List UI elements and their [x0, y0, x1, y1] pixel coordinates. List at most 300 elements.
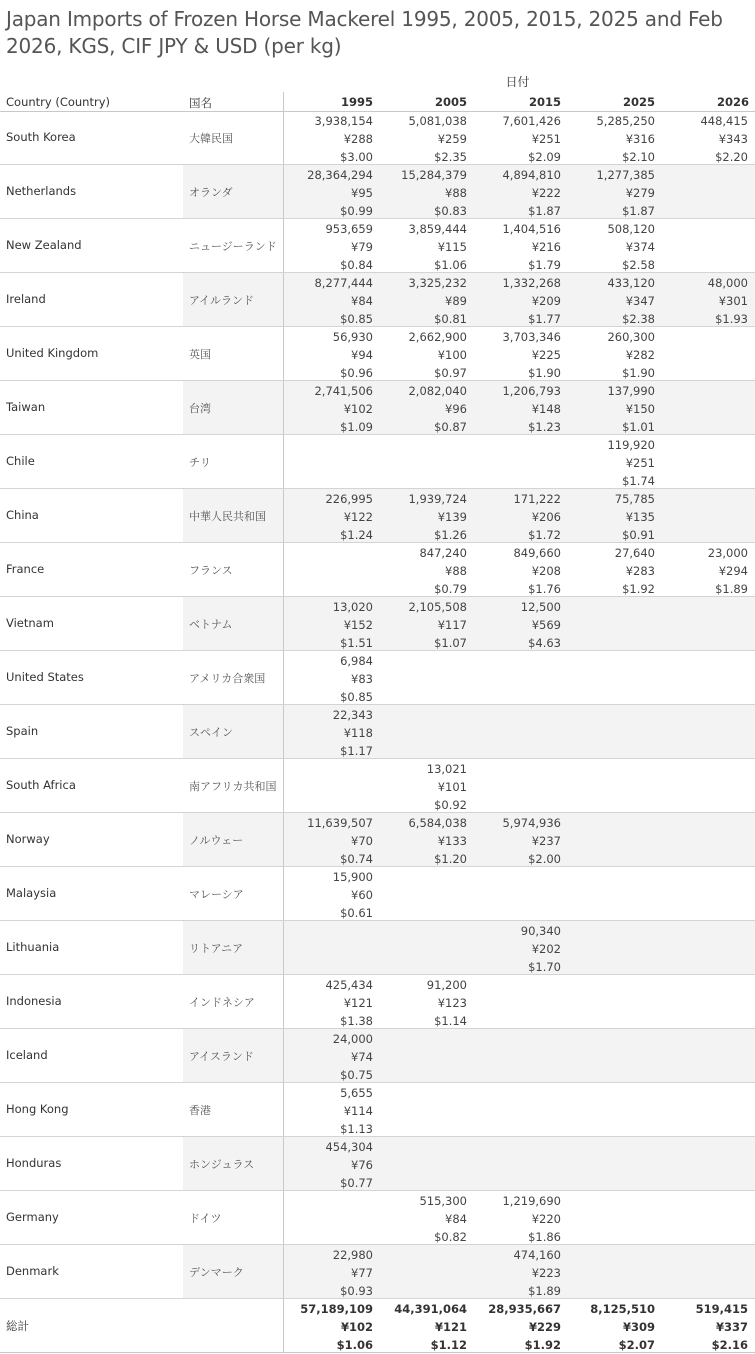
jpy-per-kg	[378, 454, 467, 472]
table-row	[0, 759, 755, 813]
japanese-name: オランダ	[189, 186, 233, 199]
kgs-value: 847,240	[419, 546, 467, 560]
kgs-value	[660, 976, 748, 994]
japanese-name: 英国	[189, 348, 211, 361]
jpy-per-kg: ¥374	[625, 240, 655, 254]
value-cell-2015	[472, 328, 561, 382]
kgs-value	[378, 1246, 467, 1264]
value-cell-2005	[378, 1084, 467, 1138]
usd-per-kg: $1.90	[622, 366, 655, 380]
kgs-value: 13,021	[426, 762, 467, 776]
value-cell-2005	[378, 760, 467, 814]
value-cell-1995	[284, 1138, 373, 1192]
usd-per-kg: $0.82	[434, 1230, 467, 1244]
jpy-per-kg	[660, 670, 748, 688]
japanese-name: チリ	[189, 456, 211, 469]
value-cell-2015	[472, 382, 561, 436]
jpy-per-kg	[660, 184, 748, 202]
kgs-value: 5,081,038	[408, 114, 467, 128]
value-cell-2015	[472, 1138, 561, 1192]
kgs-value: 15,900	[332, 870, 373, 884]
header-year-2015: 2015	[528, 95, 561, 109]
country-name: China	[6, 508, 39, 522]
value-cell-2025	[566, 1300, 655, 1354]
value-cell-2015	[472, 976, 561, 1030]
jpy-per-kg	[378, 1264, 467, 1282]
kgs-value	[566, 922, 655, 940]
usd-per-kg	[472, 688, 561, 706]
kgs-value: 1,939,724	[408, 492, 467, 506]
jpy-per-kg	[566, 724, 655, 742]
kgs-value: 2,082,040	[408, 384, 467, 398]
usd-per-kg: $1.07	[434, 636, 467, 650]
jpy-per-kg	[660, 1102, 748, 1120]
usd-per-kg	[566, 1012, 655, 1030]
jpy-per-kg: ¥337	[715, 1320, 748, 1334]
usd-per-kg: $1.77	[528, 312, 561, 326]
value-cell-2026	[660, 1192, 748, 1246]
table-row	[0, 273, 755, 327]
kgs-value: 508,120	[607, 222, 655, 236]
country-name: Ireland	[6, 292, 46, 306]
japanese-name: ニュージーランド	[189, 240, 277, 253]
row-values	[283, 381, 755, 434]
kgs-value: 28,364,294	[307, 168, 373, 182]
usd-per-kg: $1.72	[528, 528, 561, 542]
japanese-name: アイルランド	[189, 294, 255, 307]
jpy-per-kg: ¥79	[351, 240, 373, 254]
usd-per-kg	[378, 958, 467, 976]
jpy-per-kg	[472, 1102, 561, 1120]
usd-per-kg: $0.79	[434, 582, 467, 596]
table-row	[0, 597, 755, 651]
kgs-value: 1,277,385	[596, 168, 655, 182]
kgs-value	[660, 1030, 748, 1048]
usd-per-kg	[284, 1228, 373, 1246]
jpy-per-kg: ¥202	[531, 942, 561, 956]
usd-per-kg	[660, 256, 748, 274]
kgs-value: 1,206,793	[502, 384, 561, 398]
kgs-value	[472, 868, 561, 886]
kgs-value: 56,930	[332, 330, 373, 344]
value-cell-2026	[660, 1030, 748, 1084]
value-cell-2005	[378, 1300, 467, 1354]
jpy-per-kg: ¥133	[437, 834, 467, 848]
value-cell-2026	[660, 112, 748, 166]
kgs-value	[660, 652, 748, 670]
value-cell-1995	[284, 1246, 373, 1300]
row-values	[283, 1245, 755, 1298]
kgs-value	[472, 1084, 561, 1102]
usd-per-kg: $1.26	[434, 528, 467, 542]
jpy-per-kg	[378, 724, 467, 742]
kgs-value	[378, 1084, 467, 1102]
usd-per-kg: $1.06	[434, 258, 467, 272]
usd-per-kg: $2.10	[622, 150, 655, 164]
jpy-per-kg: ¥152	[343, 618, 373, 632]
kgs-value	[660, 490, 748, 508]
usd-per-kg: $1.20	[434, 852, 467, 866]
usd-per-kg: $1.87	[622, 204, 655, 218]
value-cell-2025	[566, 436, 655, 490]
usd-per-kg	[660, 364, 748, 382]
jpy-per-kg: ¥237	[531, 834, 561, 848]
japanese-name: スペイン	[189, 726, 233, 739]
jpy-per-kg	[378, 940, 467, 958]
row-values	[283, 705, 755, 758]
jpy-per-kg: ¥83	[351, 672, 373, 686]
kgs-value: 5,655	[340, 1086, 373, 1100]
usd-per-kg	[566, 850, 655, 868]
usd-per-kg: $0.93	[340, 1284, 373, 1298]
value-cell-2025	[566, 382, 655, 436]
usd-per-kg	[472, 1066, 561, 1084]
jpy-per-kg: ¥102	[343, 402, 373, 416]
kgs-value: 28,935,667	[488, 1302, 561, 1316]
jpy-per-kg: ¥118	[343, 726, 373, 740]
usd-per-kg	[472, 904, 561, 922]
usd-per-kg: $1.17	[340, 744, 373, 758]
value-cell-2005	[378, 490, 467, 544]
kgs-value	[378, 1138, 467, 1156]
jpy-per-kg: ¥123	[437, 996, 467, 1010]
usd-per-kg: $2.09	[528, 150, 561, 164]
jpy-per-kg: ¥100	[437, 348, 467, 362]
usd-per-kg	[284, 958, 373, 976]
value-cell-2005	[378, 868, 467, 922]
value-cell-2015	[472, 544, 561, 598]
country-name: Chile	[6, 454, 35, 468]
header-year-1995: 1995	[340, 95, 373, 109]
country-name: Netherlands	[6, 184, 77, 198]
usd-per-kg	[378, 1066, 467, 1084]
country-name: Taiwan	[6, 400, 46, 414]
jpy-per-kg: ¥294	[718, 564, 748, 578]
usd-per-kg: $0.61	[340, 906, 373, 920]
usd-per-kg: $2.58	[622, 258, 655, 272]
usd-per-kg	[284, 472, 373, 490]
jpy-per-kg: ¥279	[625, 186, 655, 200]
usd-per-kg: $1.92	[524, 1338, 561, 1352]
japanese-name: インドネシア	[189, 996, 255, 1009]
usd-per-kg: $1.87	[528, 204, 561, 218]
table-row	[0, 813, 755, 867]
value-cell-2026	[660, 760, 748, 814]
kgs-value	[566, 976, 655, 994]
jpy-per-kg	[660, 1156, 748, 1174]
jpy-per-kg	[566, 1264, 655, 1282]
jpy-per-kg	[472, 778, 561, 796]
jpy-per-kg: ¥84	[445, 1212, 467, 1226]
row-values	[283, 543, 755, 596]
country-name: South Korea	[6, 130, 76, 144]
usd-per-kg	[566, 1228, 655, 1246]
value-cell-2025	[566, 166, 655, 220]
usd-per-kg: $0.84	[340, 258, 373, 272]
country-name: France	[6, 562, 45, 576]
kgs-value: 44,391,064	[394, 1302, 467, 1316]
value-cell-2026	[660, 652, 748, 706]
kgs-value: 6,584,038	[408, 816, 467, 830]
kgs-value: 2,741,506	[314, 384, 373, 398]
jpy-per-kg: ¥347	[625, 294, 655, 308]
usd-per-kg: $2.20	[715, 150, 748, 164]
japanese-name: アメリカ合衆国	[189, 672, 266, 685]
table-header	[0, 92, 755, 112]
kgs-value: 1,332,268	[502, 276, 561, 290]
jpy-per-kg: ¥288	[343, 132, 373, 146]
kgs-value: 24,000	[332, 1032, 373, 1046]
usd-per-kg	[660, 958, 748, 976]
value-cell-1995	[284, 328, 373, 382]
row-values	[283, 1191, 755, 1244]
row-values	[283, 597, 755, 650]
jpy-per-kg: ¥309	[622, 1320, 655, 1334]
table-row	[0, 381, 755, 435]
kgs-value	[660, 598, 748, 616]
jpy-per-kg	[284, 940, 373, 958]
value-cell-2005	[378, 166, 467, 220]
usd-per-kg	[472, 742, 561, 760]
usd-per-kg: $1.13	[340, 1122, 373, 1136]
value-cell-2025	[566, 1192, 655, 1246]
jpy-per-kg	[660, 508, 748, 526]
kgs-value: 11,639,507	[307, 816, 373, 830]
value-cell-1995	[284, 544, 373, 598]
value-cell-2026	[660, 1138, 748, 1192]
data-table	[0, 111, 755, 1353]
usd-per-kg	[566, 958, 655, 976]
jpy-per-kg	[472, 1156, 561, 1174]
kgs-value	[472, 976, 561, 994]
jpy-per-kg	[378, 670, 467, 688]
kgs-value: 90,340	[520, 924, 561, 938]
kgs-value: 22,980	[332, 1248, 373, 1262]
jpy-per-kg	[472, 886, 561, 904]
usd-per-kg	[660, 742, 748, 760]
usd-per-kg: $1.76	[528, 582, 561, 596]
kgs-value: 433,120	[607, 276, 655, 290]
jpy-per-kg: ¥95	[351, 186, 373, 200]
kgs-value	[378, 1030, 467, 1048]
row-values	[283, 1137, 755, 1190]
usd-per-kg: $2.16	[711, 1338, 748, 1352]
row-values	[283, 1029, 755, 1082]
jpy-per-kg	[566, 1048, 655, 1066]
japanese-name: 大韓民国	[189, 132, 233, 145]
kgs-value: 4,894,810	[502, 168, 561, 182]
usd-per-kg: $1.89	[528, 1284, 561, 1298]
jpy-per-kg	[660, 1264, 748, 1282]
row-values	[283, 165, 755, 218]
value-cell-2005	[378, 328, 467, 382]
column-group-label: 日付	[505, 75, 530, 89]
value-cell-2015	[472, 922, 561, 976]
usd-per-kg	[378, 742, 467, 760]
jpy-per-kg: ¥343	[718, 132, 748, 146]
jpy-per-kg	[660, 346, 748, 364]
japanese-name: ベトナム	[189, 618, 233, 631]
kgs-value	[284, 544, 373, 562]
kgs-value: 474,160	[513, 1248, 561, 1262]
kgs-value	[660, 922, 748, 940]
usd-per-kg: $1.93	[715, 312, 748, 326]
usd-per-kg	[660, 418, 748, 436]
chart-title: Japan Imports of Frozen Horse Mackerel 1995, 2005, 2015, 2025 and Feb 2026, KGS, CIF JPY & USD (per kg)	[6, 7, 723, 58]
jpy-per-kg	[660, 724, 748, 742]
value-cell-2005	[378, 706, 467, 760]
jpy-per-kg	[566, 886, 655, 904]
kgs-value: 7,601,426	[502, 114, 561, 128]
usd-per-kg	[660, 1120, 748, 1138]
usd-per-kg: $0.99	[340, 204, 373, 218]
table-row	[0, 921, 755, 975]
value-cell-2005	[378, 814, 467, 868]
value-cell-2005	[378, 976, 467, 1030]
kgs-value	[660, 814, 748, 832]
jpy-per-kg	[566, 994, 655, 1012]
jpy-per-kg: ¥139	[437, 510, 467, 524]
row-values	[283, 1299, 755, 1352]
jpy-per-kg: ¥122	[343, 510, 373, 524]
usd-per-kg: $1.38	[340, 1014, 373, 1028]
jpy-per-kg: ¥121	[343, 996, 373, 1010]
value-cell-2026	[660, 166, 748, 220]
kgs-value	[660, 868, 748, 886]
kgs-value: 2,662,900	[408, 330, 467, 344]
jpy-per-kg: ¥251	[625, 456, 655, 470]
jpy-per-kg: ¥102	[340, 1320, 373, 1334]
jpy-per-kg: ¥60	[351, 888, 373, 902]
usd-per-kg: $0.85	[340, 690, 373, 704]
usd-per-kg: $1.24	[340, 528, 373, 542]
value-cell-2005	[378, 1030, 467, 1084]
value-cell-2025	[566, 652, 655, 706]
usd-per-kg: $1.90	[528, 366, 561, 380]
kgs-value: 8,277,444	[314, 276, 373, 290]
jpy-per-kg: ¥101	[437, 780, 467, 794]
jpy-per-kg: ¥117	[437, 618, 467, 632]
jpy-per-kg: ¥74	[351, 1050, 373, 1064]
usd-per-kg: $0.81	[434, 312, 467, 326]
jpy-per-kg: ¥88	[445, 186, 467, 200]
table-row	[0, 1191, 755, 1245]
value-cell-2026	[660, 544, 748, 598]
kgs-value: 13,020	[332, 600, 373, 614]
country-name: Indonesia	[6, 994, 62, 1008]
jpy-per-kg	[660, 940, 748, 958]
jpy-per-kg	[566, 616, 655, 634]
usd-per-kg	[566, 796, 655, 814]
kgs-value: 23,000	[707, 546, 748, 560]
value-cell-2026	[660, 814, 748, 868]
jpy-per-kg	[566, 670, 655, 688]
kgs-value: 171,222	[513, 492, 561, 506]
value-cell-1995	[284, 760, 373, 814]
jpy-per-kg	[566, 940, 655, 958]
kgs-value	[472, 652, 561, 670]
value-cell-2025	[566, 1084, 655, 1138]
kgs-value	[660, 1138, 748, 1156]
value-cell-2025	[566, 544, 655, 598]
jpy-per-kg	[660, 238, 748, 256]
japanese-name: 台湾	[189, 402, 211, 415]
kgs-value	[378, 436, 467, 454]
usd-per-kg: $2.00	[528, 852, 561, 866]
kgs-value	[566, 1030, 655, 1048]
kgs-value	[660, 220, 748, 238]
jpy-per-kg	[660, 616, 748, 634]
country-name: Honduras	[6, 1156, 62, 1170]
kgs-value	[378, 652, 467, 670]
value-cell-2005	[378, 112, 467, 166]
usd-per-kg: $1.74	[622, 474, 655, 488]
jpy-per-kg: ¥208	[531, 564, 561, 578]
value-cell-2005	[378, 1192, 467, 1246]
jpy-per-kg: ¥569	[531, 618, 561, 632]
value-cell-2025	[566, 706, 655, 760]
value-cell-2015	[472, 706, 561, 760]
jpy-per-kg	[378, 886, 467, 904]
kgs-value: 15,284,379	[401, 168, 467, 182]
value-cell-1995	[284, 274, 373, 328]
usd-per-kg	[660, 202, 748, 220]
usd-per-kg: $2.38	[622, 312, 655, 326]
jpy-per-kg: ¥76	[351, 1158, 373, 1172]
kgs-value	[566, 1138, 655, 1156]
value-cell-2026	[660, 976, 748, 1030]
usd-per-kg	[284, 580, 373, 598]
usd-per-kg	[660, 796, 748, 814]
value-cell-2026	[660, 1084, 748, 1138]
usd-per-kg: $1.14	[434, 1014, 467, 1028]
usd-per-kg: $1.01	[622, 420, 655, 434]
row-values	[283, 489, 755, 542]
value-cell-2026	[660, 598, 748, 652]
value-cell-2015	[472, 814, 561, 868]
value-cell-2025	[566, 1030, 655, 1084]
jpy-per-kg	[284, 778, 373, 796]
jpy-per-kg	[378, 1048, 467, 1066]
japanese-name: ノルウェー	[189, 834, 244, 847]
japanese-name: リトアニア	[189, 942, 244, 955]
usd-per-kg	[660, 850, 748, 868]
japanese-name: マレーシア	[189, 888, 244, 901]
usd-per-kg	[378, 688, 467, 706]
usd-per-kg	[284, 796, 373, 814]
row-values	[283, 813, 755, 866]
japanese-name: 中華人民共和国	[189, 510, 266, 523]
value-cell-2005	[378, 436, 467, 490]
value-cell-2025	[566, 328, 655, 382]
kgs-value	[566, 868, 655, 886]
jpy-per-kg: ¥88	[445, 564, 467, 578]
value-cell-2005	[378, 382, 467, 436]
country-name: Vietnam	[6, 616, 54, 630]
jpy-per-kg: ¥150	[625, 402, 655, 416]
usd-per-kg: $3.00	[340, 150, 373, 164]
kgs-value: 425,434	[325, 978, 373, 992]
kgs-value: 27,640	[614, 546, 655, 560]
japanese-name: アイスランド	[189, 1050, 254, 1063]
value-cell-2015	[472, 166, 561, 220]
jpy-per-kg: ¥259	[437, 132, 467, 146]
kgs-value	[378, 868, 467, 886]
value-cell-2026	[660, 274, 748, 328]
kgs-value	[284, 1192, 373, 1210]
value-cell-2015	[472, 490, 561, 544]
value-cell-1995	[284, 220, 373, 274]
